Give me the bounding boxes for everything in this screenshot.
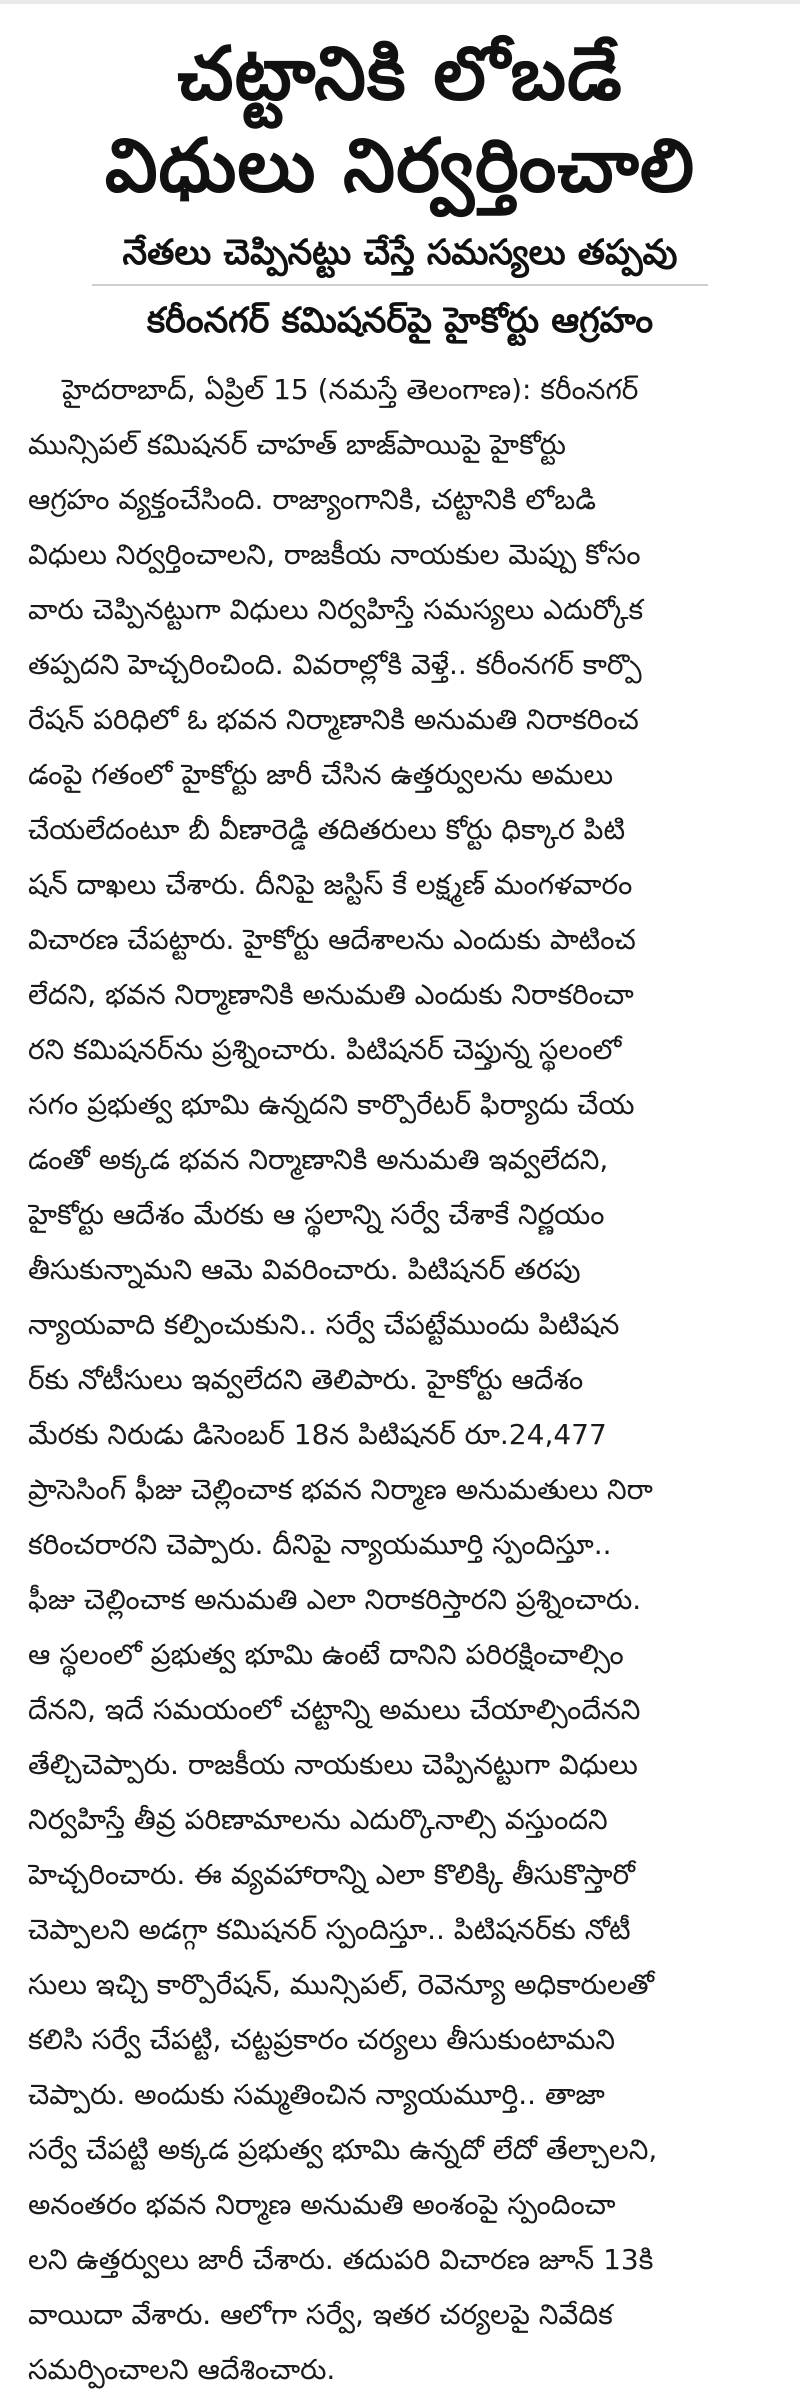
article-line: మేరకు నిరుడు డిసెంబర్ 18న పిటిషనర్ రూ.24,477 — [28, 1418, 607, 1451]
subheadline-1: నేతలు చెప్పినట్టు చేస్తే సమస్యలు తప్పవు — [92, 226, 708, 286]
article-line: హైకోర్టు ఆదేశం మేరకు ఆ స్థలాన్ని సర్వే చేశాకే నిర్ణయం — [28, 1198, 605, 1231]
article-line: ఆగ్రహం వ్యక్తంచేసింది. రాజ్యాంగానికి, చట్టానికి లోబడి — [28, 483, 596, 516]
article-line: లని ఉత్తర్వులు జారీ చేశారు. తదుపరి విచారణ జూన్ 13కి — [28, 2243, 654, 2276]
article-line: డంతో అక్కడ భవన నిర్మాణానికి అనుమతి ఇవ్వలేదని, — [28, 1143, 609, 1176]
article-line: హెచ్చరించారు. ఈ వ్యవహారాన్ని ఎలా కొలిక్కి తీసుకొస్తారో — [28, 1858, 636, 1891]
article-line: చేయలేదంటూ బీ వీణారెడ్డి తదితరులు కోర్టు ధిక్కార పిటి — [28, 813, 626, 846]
article-line: కలిసి సర్వే చేపట్టి, చట్టప్రకారం చర్యలు తీసుకుంటామని — [28, 2023, 615, 2056]
article-line: వాయిదా వేశారు. ఆలోగా సర్వే, ఇతర చర్యలపై నివేదిక — [28, 2298, 613, 2331]
article-line: లేదని, భవన నిర్మాణానికి అనుమతి ఎందుకు నిరాకరించా — [28, 978, 634, 1011]
article-line: ఆ స్థలంలో ప్రభుత్వ భూమి ఉంటే దానిని పరిరక్షించాల్సిం — [28, 1638, 624, 1671]
article-line: రని కమిషనర్‌ను ప్రశ్నించారు. పిటిషనర్ చెప్తున్న స్థలంలో — [28, 1033, 622, 1066]
article-line: అనంతరం భవన నిర్మాణ అనుమతి అంశంపై స్పందించా — [28, 2188, 616, 2221]
article-line: విధులు నిర్వర్తించాలని, రాజకీయ నాయకుల మెప్పు కోసం — [28, 538, 641, 571]
article-line: దేనని, ఇదే సమయంలో చట్టాన్ని అమలు చేయాల్సిందేనని — [28, 1693, 641, 1726]
article-line: తేల్చిచెప్పారు. రాజకీయ నాయకులు చెప్పినట్టుగా విధులు — [28, 1748, 638, 1781]
article-line: విచారణ చేపట్టారు. హైకోర్టు ఆదేశాలను ఎందుకు పాటించ — [28, 923, 636, 956]
article-line: చెప్పాలని అడగ్గా కమిషనర్ స్పందిస్తూ.. పిటిషనర్‌కు నోటీ — [28, 1913, 631, 1946]
article-line: చెప్పారు. అందుకు సమ్మతించిన న్యాయమూర్తి.. తాజా — [28, 2078, 605, 2111]
article-line: మున్సిపల్ కమిషనర్ చాహత్ బాజ్‌పాయిపై హైకోర్టు — [28, 428, 566, 461]
article-line: రేషన్ పరిధిలో ఓ భవన నిర్మాణానికి అనుమతి నిరాకరించ — [28, 703, 639, 736]
headline-line-2: విధులు నిర్వర్తించాలి — [104, 123, 696, 209]
article-line: ర్‌కు నోటీసులు ఇవ్వలేదని తెలిపారు. హైకోర్టు ఆదేశం — [28, 1363, 584, 1396]
article-body — [28, 362, 772, 2397]
article-line: తీసుకున్నామని ఆమె వివరించారు. పిటిషనర్ తరపు — [28, 1253, 581, 1286]
headline-line-1: చట్టానికి లోబడే — [177, 31, 623, 117]
article-line: సులు ఇచ్చి కార్పొరేషన్, మున్సిపల్, రెవెన్యూ అధికారులతో — [28, 1968, 655, 2001]
article-line: సగం ప్రభుత్వ భూమి ఉన్నదని కార్పొరేటర్ ఫిర్యాదు చేయ — [28, 1088, 635, 1121]
article-line: సమర్పించాలని ఆదేశించారు. — [28, 2353, 336, 2386]
article-line: డంపై గతంలో హైకోర్టు జారీ చేసిన ఉత్తర్వులను అమలు — [28, 758, 614, 791]
article-line: కరించరారని చెప్పారు. దీనిపై న్యాయమూర్తి స్పందిస్తూ.. — [28, 1528, 612, 1561]
article-line: తప్పదని హెచ్చరించింది. వివరాల్లోకి వెళ్తే.. కరీంనగర్ కార్పొ — [28, 648, 642, 681]
article-line: వారు చెప్పినట్టుగా విధులు నిర్వహిస్తే సమస్యలు ఎదుర్కోక — [28, 593, 644, 626]
subheadline-2: కరీంనగర్ కమిషనర్‌పై హైకోర్టు ఆగ్రహం — [146, 301, 654, 341]
article-line: హైదరాబాద్, ఏప్రిల్ 15 (నమస్తే తెలంగాణ): కరీంనగర్ — [62, 373, 639, 406]
article-line: ఫీజు చెల్లించాక అనుమతి ఎలా నిరాకరిస్తారని ప్రశ్నించారు. — [28, 1583, 642, 1616]
article-line: నిర్వహిస్తే తీవ్ర పరిణామాలను ఎదుర్కొనాల్సి వస్తుందని — [28, 1803, 608, 1836]
article-line: సర్వే చేపట్టి అక్కడ ప్రభుత్వ భూమి ఉన్నదో లేదో తేల్చాలని, — [28, 2133, 658, 2166]
article-line: షన్ దాఖలు చేశారు. దీనిపై జస్టిస్ కే లక్ష్మణ్ మంగళవారం — [28, 868, 633, 901]
article-line: న్యాయవాది కల్పించుకుని.. సర్వే చేపట్టేముందు పిటిషన — [28, 1308, 620, 1341]
article-line: ప్రాసెసింగ్ ఫీజు చెల్లించాక భవన నిర్మాణ అనుమతులు నిరా — [28, 1473, 653, 1506]
